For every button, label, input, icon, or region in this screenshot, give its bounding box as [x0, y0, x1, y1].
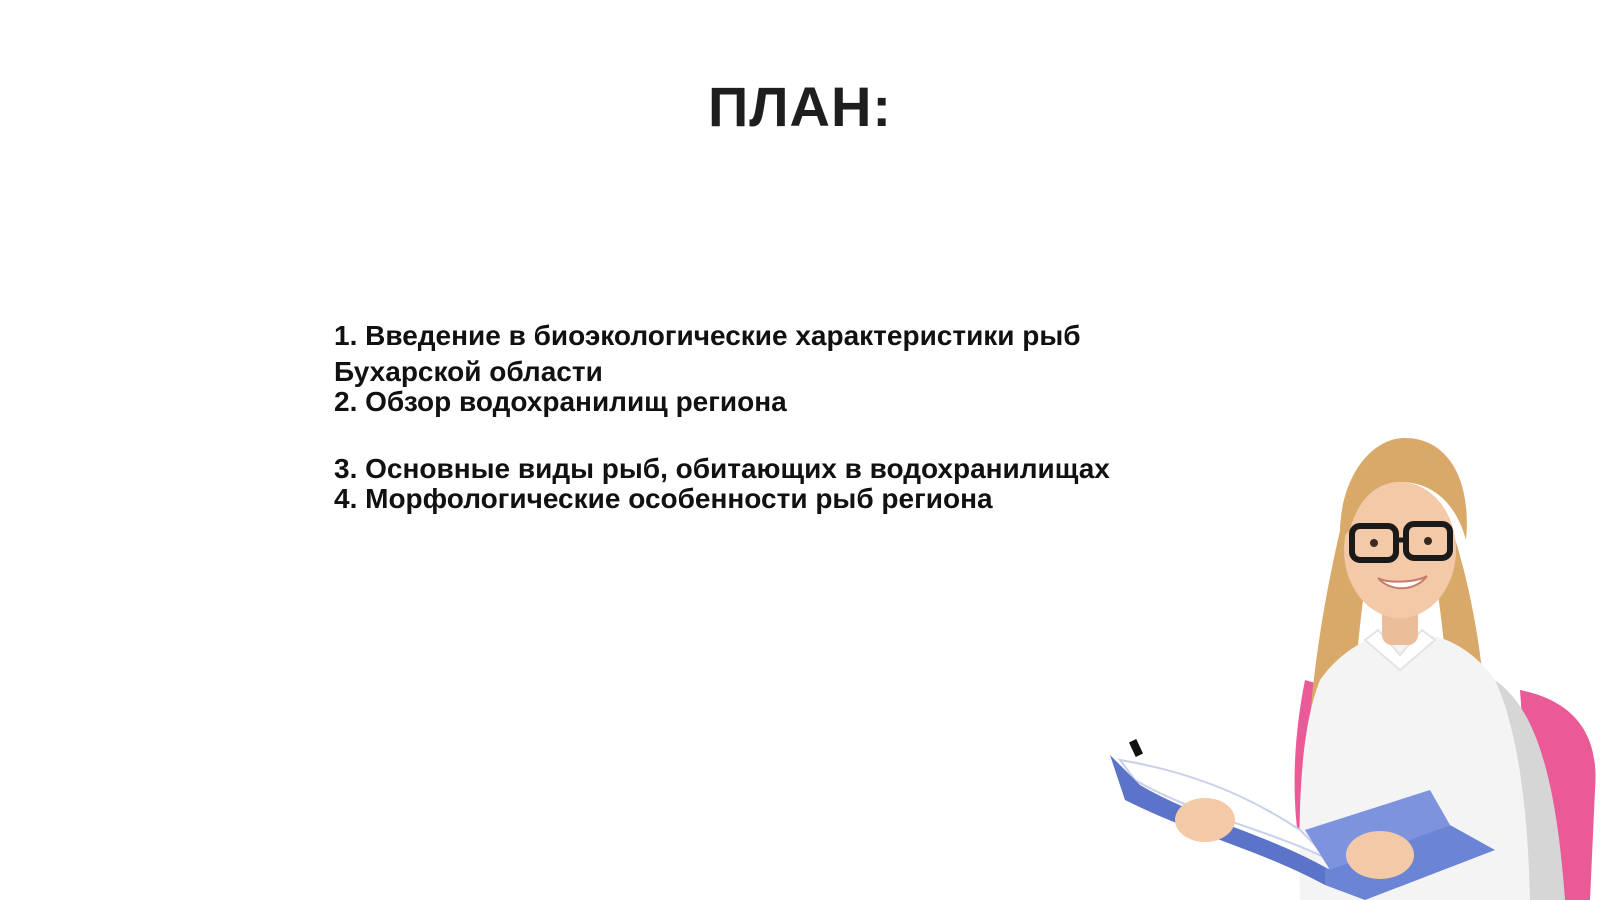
- hand-left: [1175, 798, 1235, 842]
- eye-right: [1424, 537, 1432, 545]
- plan-item-1: 1. Введение в биоэкологические характеристики рыб Бухарской области: [334, 320, 1081, 387]
- student-with-book-icon: [1100, 430, 1600, 900]
- eye-left: [1370, 539, 1378, 547]
- plan-item-4: 4. Морфологические особенности рыб региона: [334, 483, 993, 514]
- slide-title: ПЛАН:: [707, 75, 893, 138]
- bookmark: [1129, 739, 1143, 757]
- plan-list: [334, 318, 1194, 517]
- hand-right: [1346, 831, 1414, 879]
- plan-item-2: 2. Обзор водохранилищ региона: [334, 386, 787, 417]
- plan-item-3: 3. Основные виды рыб, обитающих в водохранилищах: [334, 453, 1110, 484]
